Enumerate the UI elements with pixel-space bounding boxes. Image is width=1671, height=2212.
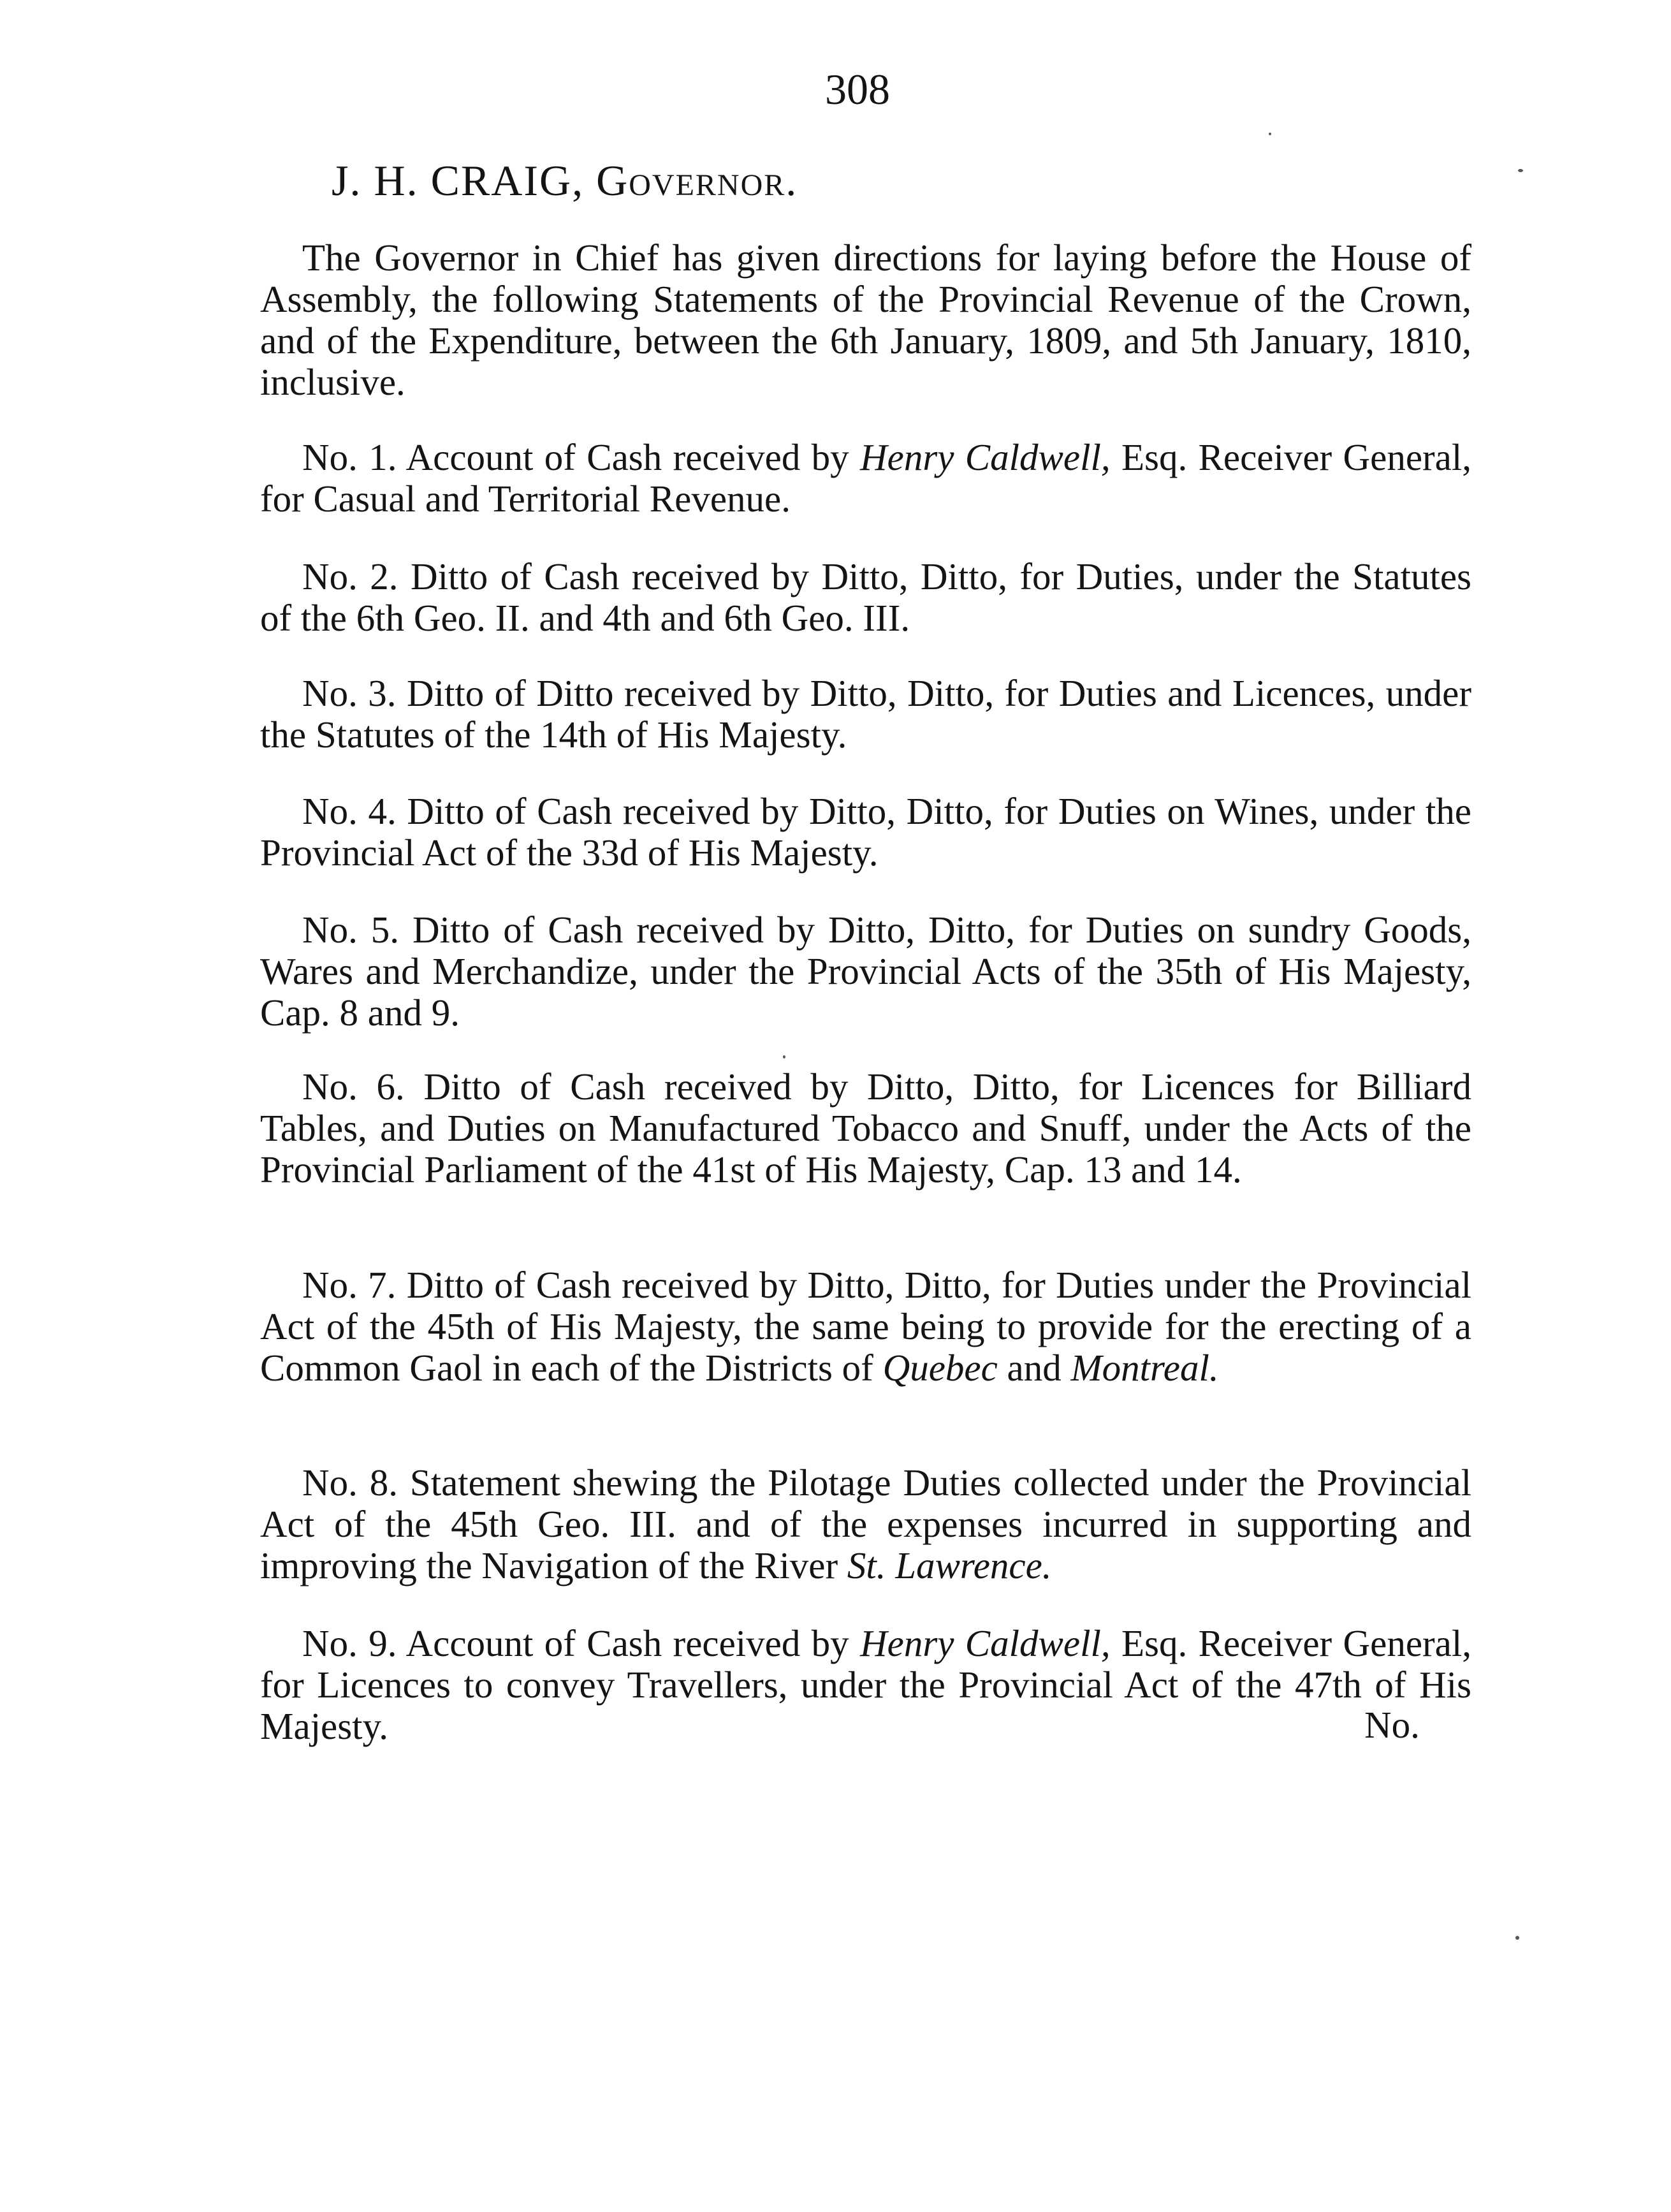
item-8-text-a: No. 8. Statement shewing the Pilotage Duties collected under the Provincial Act of the 45th Geo. III. and of the expenses incurred in supporting and improving the Navigation of the River [260,1461,1471,1586]
item-1-text-b: Esq. Receiver General, for Casual and Territorial Revenue. [260,436,1471,520]
paper-speck [1518,169,1523,172]
intro-text: The Governor in Chief has given directions for laying before the House of Assembly, the following Statements of the Provincial Revenue of the Crown, and of the Expenditure, between the 6th January, 1809, and 5th January, 1810, inclusive. [260,237,1471,403]
statement-item-7 [260,1264,1471,1389]
statement-item-9 [260,1623,1471,1747]
paper-speck [1269,133,1271,135]
statement-item-9-text [260,1623,1471,1747]
heading-name: J. H. CRAIG, [332,156,585,205]
statement-item-7-text [260,1264,1471,1389]
item-8-river: St. Lawrence. [847,1544,1052,1586]
statement-item-5 [260,909,1471,1034]
item-7-place-1: Quebec [882,1347,998,1389]
paper-speck [783,1055,785,1058]
statement-item-5-text: No. 5. Ditto of Cash received by Ditto, Ditto, for Duties on sundry Goods, Wares and Merchandize, under the Provincial Acts of the 35th of His Majesty, Cap. 8 and 9. [260,909,1471,1034]
statement-item-2 [260,556,1471,639]
statement-item-1-text [260,437,1471,520]
item-9-text-a: No. 9. Account of Cash received by [302,1622,861,1664]
statement-item-8-text [260,1462,1471,1586]
item-7-place-2: Montreal. [1070,1347,1219,1389]
statement-item-6 [260,1066,1471,1190]
intro-paragraph [260,237,1471,403]
item-1-text-a: No. 1. Account of Cash received by [302,436,861,478]
statement-item-4 [260,791,1471,874]
item-9-text-b: Esq. Receiver General, for Licences to convey Travellers, under the Provincial Act of the 47th of His Majesty. [260,1622,1471,1747]
statement-item-1 [260,437,1471,520]
statement-item-4-text: No. 4. Ditto of Cash received by Ditto, Ditto, for Duties on Wines, under the Provincial Act of the 33d of His Majesty. [260,790,1471,874]
statement-item-2-text: No. 2. Ditto of Cash received by Ditto, Ditto, for Duties, under the Statutes of the 6th Geo. II. and 4th and 6th Geo. III. [260,555,1471,639]
item-9-name: Henry Caldwell, [860,1622,1111,1664]
heading [332,152,798,209]
heading-title: Governor. [596,156,798,205]
item-7-text-b: and [997,1347,1071,1389]
statement-item-3 [260,673,1471,756]
page-number: 308 [825,65,890,114]
item-7-text-a: No. 7. Ditto of Cash received by Ditto, Ditto, for Duties under the Provincial Act of the 45th of His Majesty, the same being to provide for the erecting of a Common Gaol in each of the Districts of [260,1264,1471,1389]
statement-item-6-text: No. 6. Ditto of Cash received by Ditto, Ditto, for Licences for Billiard Tables, and Duties on Manufactured Tobacco and Snuff, under the Acts of the Provincial Parliament of the 41st of His Majesty, Cap. 13 and 14. [260,1066,1471,1190]
catchword: No. [1364,1704,1420,1746]
paper-speck [1515,1936,1519,1940]
item-1-name: Henry Caldwell, [860,436,1111,478]
statement-item-8 [260,1462,1471,1586]
statement-item-3-text: No. 3. Ditto of Ditto received by Ditto, Ditto, for Duties and Licences, under the Statutes of the 14th of His Majesty. [260,672,1471,756]
